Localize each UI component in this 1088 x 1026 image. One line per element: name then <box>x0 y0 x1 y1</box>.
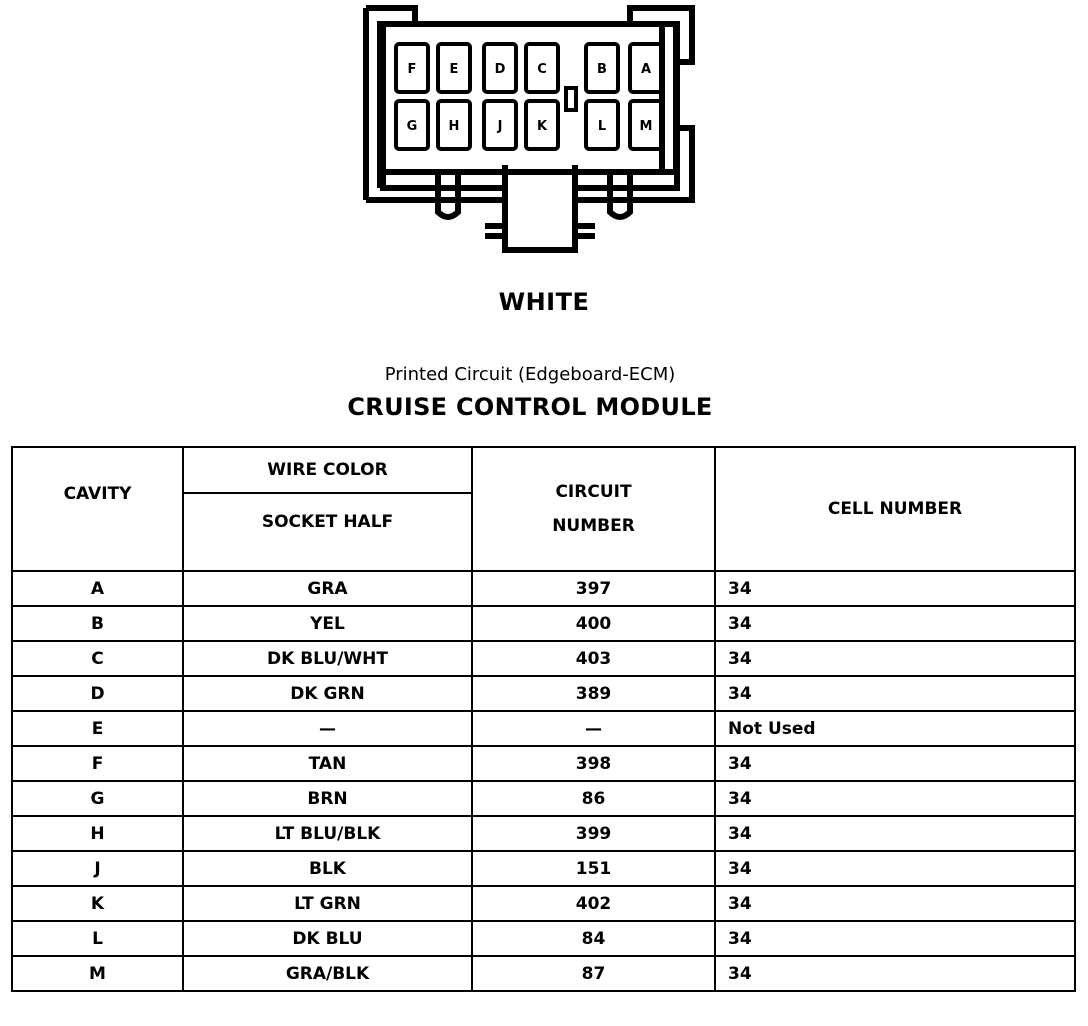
cavity-k <box>526 101 558 149</box>
cavity-label: L <box>597 119 607 134</box>
table-row <box>12 746 1075 781</box>
cavity-cell: F <box>12 746 183 781</box>
cavity-c <box>526 44 558 92</box>
cavity-m <box>630 101 662 149</box>
wire-color-cell: GRA <box>183 571 472 606</box>
cell-number-cell: 34 <box>715 676 1075 711</box>
header-wire-color: WIRE COLOR <box>183 447 472 493</box>
table-row <box>12 571 1075 606</box>
cavity-label: M <box>639 119 653 134</box>
circuit-number-cell: 389 <box>472 676 715 711</box>
table-row <box>12 676 1075 711</box>
cavity-cell: M <box>12 956 183 991</box>
cavity-cell: G <box>12 781 183 816</box>
circuit-number-cell: 400 <box>472 606 715 641</box>
connector-face-diagram <box>350 0 700 262</box>
circuit-number-cell: 86 <box>472 781 715 816</box>
cell-number-cell: 34 <box>715 956 1075 991</box>
cavity-a <box>630 44 662 92</box>
cavity-cell: H <box>12 816 183 851</box>
cell-number-cell: 34 <box>715 746 1075 781</box>
cavity-label: F <box>407 62 417 77</box>
cavity-cell: L <box>12 921 183 956</box>
cavity-label: J <box>497 119 503 134</box>
wire-color-cell: LT GRN <box>183 886 472 921</box>
connector-title: CRUISE CONTROL MODULE <box>347 393 713 421</box>
header-cell-number: CELL NUMBER <box>715 447 1075 571</box>
circuit-number-cell: 84 <box>472 921 715 956</box>
cell-number-cell: 34 <box>715 781 1075 816</box>
cavity-cell: K <box>12 886 183 921</box>
header-circuit-number: CIRCUIT NUMBER <box>472 447 715 571</box>
right-lock-tab <box>610 175 630 217</box>
cavity-g <box>396 101 428 149</box>
circuit-number-cell: 397 <box>472 571 715 606</box>
cavity-cell: C <box>12 641 183 676</box>
table-row <box>12 886 1075 921</box>
cavity-label: G <box>406 119 418 134</box>
wire-color-cell: BLK <box>183 851 472 886</box>
cavity-label: E <box>449 62 459 77</box>
cavity-label: D <box>494 62 506 77</box>
cell-number-cell: 34 <box>715 641 1075 676</box>
wire-color-cell: BRN <box>183 781 472 816</box>
cavity-label: A <box>640 62 652 77</box>
cavity-f <box>396 44 428 92</box>
circuit-number-cell: 402 <box>472 886 715 921</box>
table-row <box>12 606 1075 641</box>
wire-color-cell: YEL <box>183 606 472 641</box>
cavity-j <box>484 101 516 149</box>
cell-number-cell: 34 <box>715 921 1075 956</box>
table-row <box>12 711 1075 746</box>
header-cavity: CAVITY <box>12 447 183 571</box>
cell-number-cell: 34 <box>715 851 1075 886</box>
cavity-label: K <box>536 119 548 134</box>
wire-color-cell: DK BLU/WHT <box>183 641 472 676</box>
circuit-number-cell: 398 <box>472 746 715 781</box>
table-row <box>12 921 1075 956</box>
connector-subtitle: Printed Circuit (Edgeboard-ECM) <box>384 364 676 385</box>
wire-color-cell: DK BLU <box>183 921 472 956</box>
table-row <box>12 641 1075 676</box>
cavity-h <box>438 101 470 149</box>
cavity-label: H <box>448 119 460 134</box>
cavity-label: C <box>537 62 547 77</box>
cell-number-cell: Not Used <box>715 711 1075 746</box>
circuit-number-cell: 403 <box>472 641 715 676</box>
wire-color-cell: GRA/BLK <box>183 956 472 991</box>
cavity-cell: J <box>12 851 183 886</box>
cavity-cell: D <box>12 676 183 711</box>
cavity-b <box>586 44 618 92</box>
wire-color-cell: LT BLU/BLK <box>183 816 472 851</box>
connector-key <box>505 165 575 250</box>
table-row <box>12 851 1075 886</box>
cell-number-cell: 34 <box>715 886 1075 921</box>
wire-color-cell: DK GRN <box>183 676 472 711</box>
circuit-number-cell: 87 <box>472 956 715 991</box>
cavity-cell: B <box>12 606 183 641</box>
cell-number-cell: 34 <box>715 816 1075 851</box>
circuit-number-cell: 399 <box>472 816 715 851</box>
circuit-number-cell: — <box>472 711 715 746</box>
pinout-table <box>11 446 1076 992</box>
polarization-key <box>566 88 576 110</box>
circuit-number-cell: 151 <box>472 851 715 886</box>
wire-color-cell: — <box>183 711 472 746</box>
cavity-e <box>438 44 470 92</box>
cavity-l <box>586 101 618 149</box>
header-socket-half: SOCKET HALF <box>183 493 472 571</box>
connector-color-label: WHITE <box>498 288 590 316</box>
table-row <box>12 956 1075 991</box>
cavity-cell: E <box>12 711 183 746</box>
table-row <box>12 816 1075 851</box>
left-lock-tab <box>438 175 458 217</box>
cavity-label: B <box>597 62 607 77</box>
cavity-d <box>484 44 516 92</box>
cell-number-cell: 34 <box>715 571 1075 606</box>
cell-number-cell: 34 <box>715 606 1075 641</box>
table-row <box>12 781 1075 816</box>
cavity-cell: A <box>12 571 183 606</box>
wire-color-cell: TAN <box>183 746 472 781</box>
